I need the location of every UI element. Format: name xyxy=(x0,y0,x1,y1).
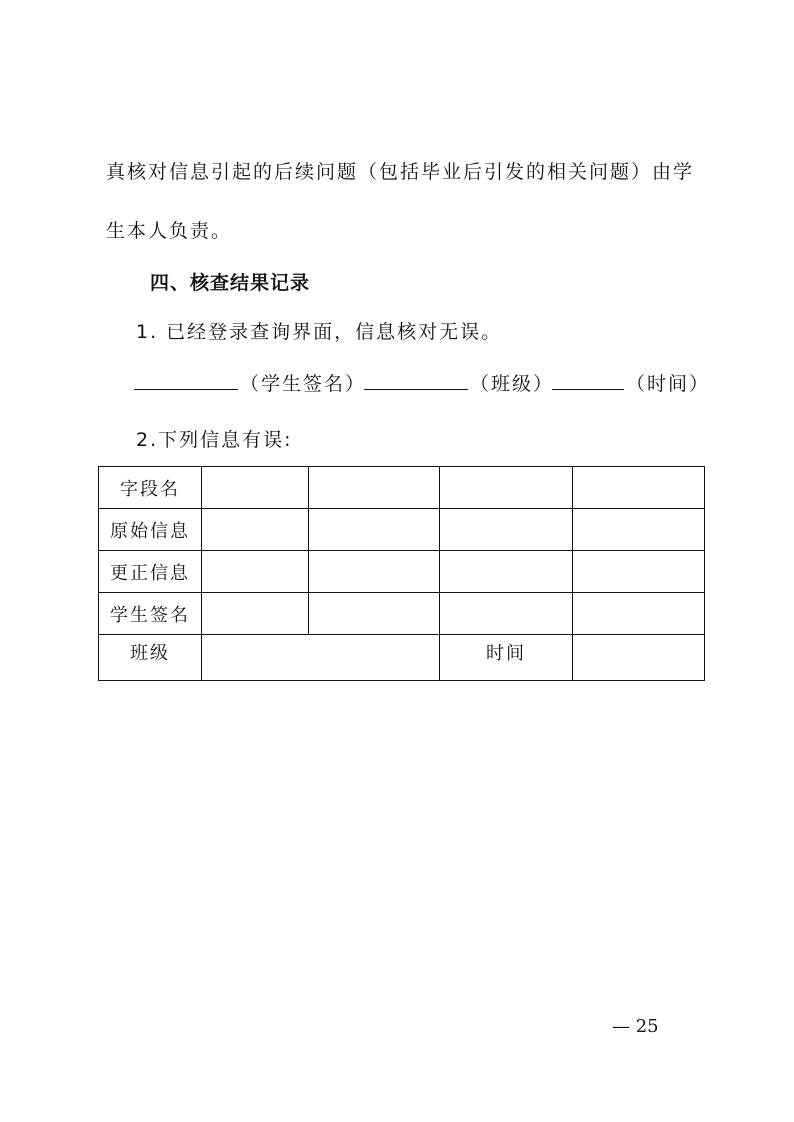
table-cell[interactable] xyxy=(440,509,573,551)
table-cell[interactable] xyxy=(573,509,705,551)
table-row xyxy=(99,551,705,593)
class-value-cell[interactable] xyxy=(202,635,440,681)
table-cell[interactable] xyxy=(573,467,705,509)
table-cell[interactable] xyxy=(309,509,440,551)
table-cell[interactable] xyxy=(440,593,573,635)
row-label-class: 班级 xyxy=(99,635,202,681)
body-text-line-2: 生本人负责。 xyxy=(106,220,233,242)
student-signature-label: （学生签名） xyxy=(240,373,367,395)
section-heading: 四、核查结果记录 xyxy=(150,272,311,294)
table-cell[interactable] xyxy=(309,467,440,509)
time-value-cell[interactable] xyxy=(573,635,705,681)
table-cell[interactable] xyxy=(440,467,573,509)
row-label-field-name: 字段名 xyxy=(99,467,202,509)
table-cell[interactable] xyxy=(202,551,309,593)
time-blank[interactable] xyxy=(552,389,624,390)
body-text-line-1: 真核对信息引起的后续问题（包括毕业后引发的相关问题）由学 xyxy=(106,161,695,183)
table-cell[interactable] xyxy=(202,467,309,509)
table-cell[interactable] xyxy=(573,593,705,635)
table-row xyxy=(99,509,705,551)
table-row xyxy=(99,467,705,509)
table-cell[interactable] xyxy=(309,551,440,593)
table-cell[interactable] xyxy=(202,593,309,635)
correction-table xyxy=(98,466,705,681)
row-label-time: 时间 xyxy=(440,635,573,681)
time-label: （时间） xyxy=(626,373,711,395)
table-cell[interactable] xyxy=(573,551,705,593)
table-row xyxy=(99,635,705,681)
class-label: （班级） xyxy=(470,373,555,395)
table-cell[interactable] xyxy=(440,551,573,593)
signature-row xyxy=(134,369,711,395)
table-row xyxy=(99,593,705,635)
table-cell[interactable] xyxy=(202,509,309,551)
row-label-corrected-info: 更正信息 xyxy=(99,551,202,593)
page-number: — 25 xyxy=(612,1016,659,1037)
row-label-original-info: 原始信息 xyxy=(99,509,202,551)
student-signature-blank[interactable] xyxy=(134,389,238,390)
item-1-text: 1. 已经登录查询界面，信息核对无误。 xyxy=(136,321,503,343)
table-cell[interactable] xyxy=(309,593,440,635)
row-label-student-signature: 学生签名 xyxy=(99,593,202,635)
class-blank[interactable] xyxy=(364,389,468,390)
item-2-text: 2.下列信息有误: xyxy=(136,429,293,451)
